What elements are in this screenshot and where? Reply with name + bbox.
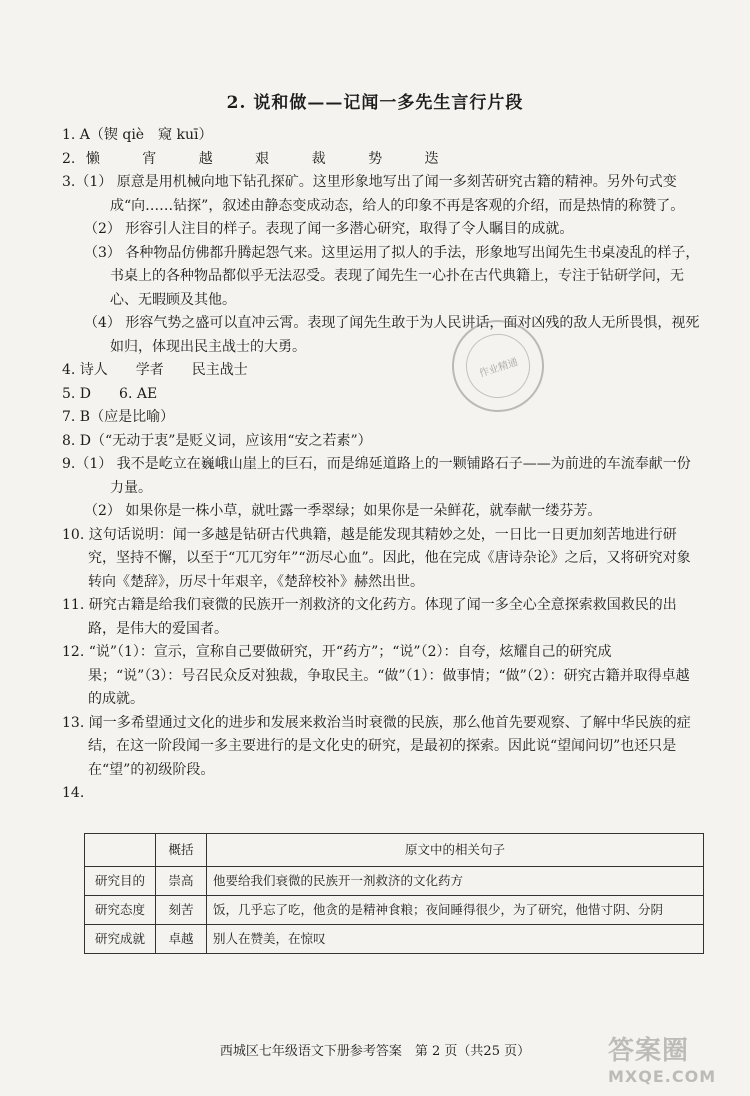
logo-top-text: 答案圈 — [608, 1036, 690, 1066]
answer-2-word: 越 — [198, 150, 213, 167]
stamp-text: 作业精通 — [477, 356, 520, 380]
table-header-row — [85, 834, 704, 867]
table-row — [85, 867, 704, 896]
table-cell: 别人在赞美，在惊叹 — [207, 925, 704, 954]
answer-2 — [62, 148, 702, 172]
table-cell: 研究成就 — [85, 925, 156, 954]
answer-7: 7. B（应是比喻） — [62, 409, 175, 425]
answer-2-number: 2. — [62, 150, 76, 167]
answer-1: 1. A（锲 qiè 窥 kuī） — [62, 127, 213, 143]
stamp-inner-ring — [458, 326, 539, 407]
page-footer: 西城区七年级语文下册参考答案 第 2 页（共25 页） — [219, 1044, 531, 1059]
answer-3-3: （3） 各种物品仿佛都升腾起怨气来。这里运用了拟人的手法，形象地写出闻先生书桌凌乱的样子，书桌上的各种物品都似乎无法忍受。表现了闻先生一心扑在古代典籍上，专注于钻研学问，无心、无暇顾及其他。 — [84, 244, 700, 308]
answer-4: 4. 诗人 学者 民主战士 — [62, 362, 248, 378]
answer-13: 13. 闻一多希望通过文化的进步和发展来救治当时衰微的民族，那么他首先要观察、了解中华民族的症结，在这一阶段闻一多主要进行的是文化史的研究，是最初的探索。因此说“望闻问切”也还只是在“望”的初级阶段。 — [62, 714, 691, 778]
answer-2-word: 势 — [368, 150, 383, 167]
research-table — [84, 833, 704, 954]
table-cell: 刻苦 — [156, 896, 207, 925]
table-row — [85, 896, 704, 925]
answer-2-word: 迭 — [424, 150, 439, 167]
answer-3-2: （2） 形容引人注目的样子。表现了闻一多潜心研究，取得了令人瞩目的成就。 — [84, 221, 574, 237]
table-row — [85, 925, 704, 954]
table-cell: 他要给我们衰微的民族开一剂救济的文化药方 — [207, 867, 704, 896]
section-title: 2. 说和做——记闻一多先生言行片段 — [226, 93, 524, 113]
table-cell: 研究目的 — [85, 867, 156, 896]
table-cell: 卓越 — [156, 925, 207, 954]
answer-9-2: （2） 如果你是一株小草，就吐露一季翠绿；如果你是一朵鲜花，就奉献一缕芬芳。 — [84, 503, 602, 519]
answer-9-1: 9.（1） 我不是屹立在巍峨山崖上的巨石，而是绵延道路上的一颗铺路石子——为前进的车流奉献一份力量。 — [62, 456, 691, 496]
answer-list — [62, 124, 702, 806]
table-cell: 饭，几乎忘了吃，他贪的是精神食粮；夜间睡得很少，为了研究，他惜寸阴、分阴 — [207, 896, 704, 925]
table-cell: 崇高 — [156, 867, 207, 896]
answer-2-word: 懒 — [85, 150, 100, 167]
table-cell: 研究态度 — [85, 896, 156, 925]
answer-2-word: 艰 — [255, 150, 270, 167]
site-logo-watermark — [608, 1030, 738, 1092]
answer-8: 8. D（“无动于衷”是贬义词，应该用“安之若素”） — [62, 432, 372, 449]
answer-12: 12. “说”（1）：宣示，宣称自己要做研究，开“药方”；“说”（2）：自夸，炫耀自己的研究成果；“说”（3）：号召民众反对独裁，争取民主。“做”（1）：做事情；“做”（2）：研究古籍并取得卓越的成就。 — [62, 644, 690, 707]
answer-3-1: 3.（1） 原意是用机械向地下钻孔探矿。这里形象地写出了闻一多刻苦研究古籍的精神。另外句式变成“向……钻探”，叙述由静态变成动态，给人的印象不再是客观的介绍，而是热情的称赞了。 — [62, 174, 685, 214]
table-header-cell: 原文中的相关句子 — [207, 834, 704, 867]
answer-2-word: 宵 — [142, 150, 157, 167]
answer-14: 14. — [62, 785, 85, 801]
answer-5-6: 5. D 6. AE — [62, 385, 158, 402]
answer-3-4: （4） 形容气势之盛可以直冲云霄。表现了闻先生敢于为人民讲话，面对凶残的敌人无所畏惧，视死如归，体现出民主战士的大勇。 — [84, 315, 700, 355]
answer-11: 11. 研究古籍是给我们衰微的民族开一剂救济的文化药方。体现了闻一多全心全意探索救国救民的出路，是伟大的爱国者。 — [62, 597, 677, 637]
table-header-cell: 概括 — [156, 834, 207, 867]
answer-10: 10. 这句话说明：闻一多越是钻研古代典籍，越是能发现其精妙之处，一日比一日更加刻苦地进行研究，坚持不懈，以至于“兀兀穷年”“沥尽心血”。因此，他在完成《唐诗杂论》之后，又将研究对象转向《楚辞》，历尽十年艰辛，《楚辞校补》赫然出世。 — [62, 526, 691, 590]
table-header-cell — [85, 834, 156, 867]
answer-2-word: 裁 — [311, 150, 326, 167]
logo-bottom-text: MXQE.COM — [608, 1067, 717, 1086]
